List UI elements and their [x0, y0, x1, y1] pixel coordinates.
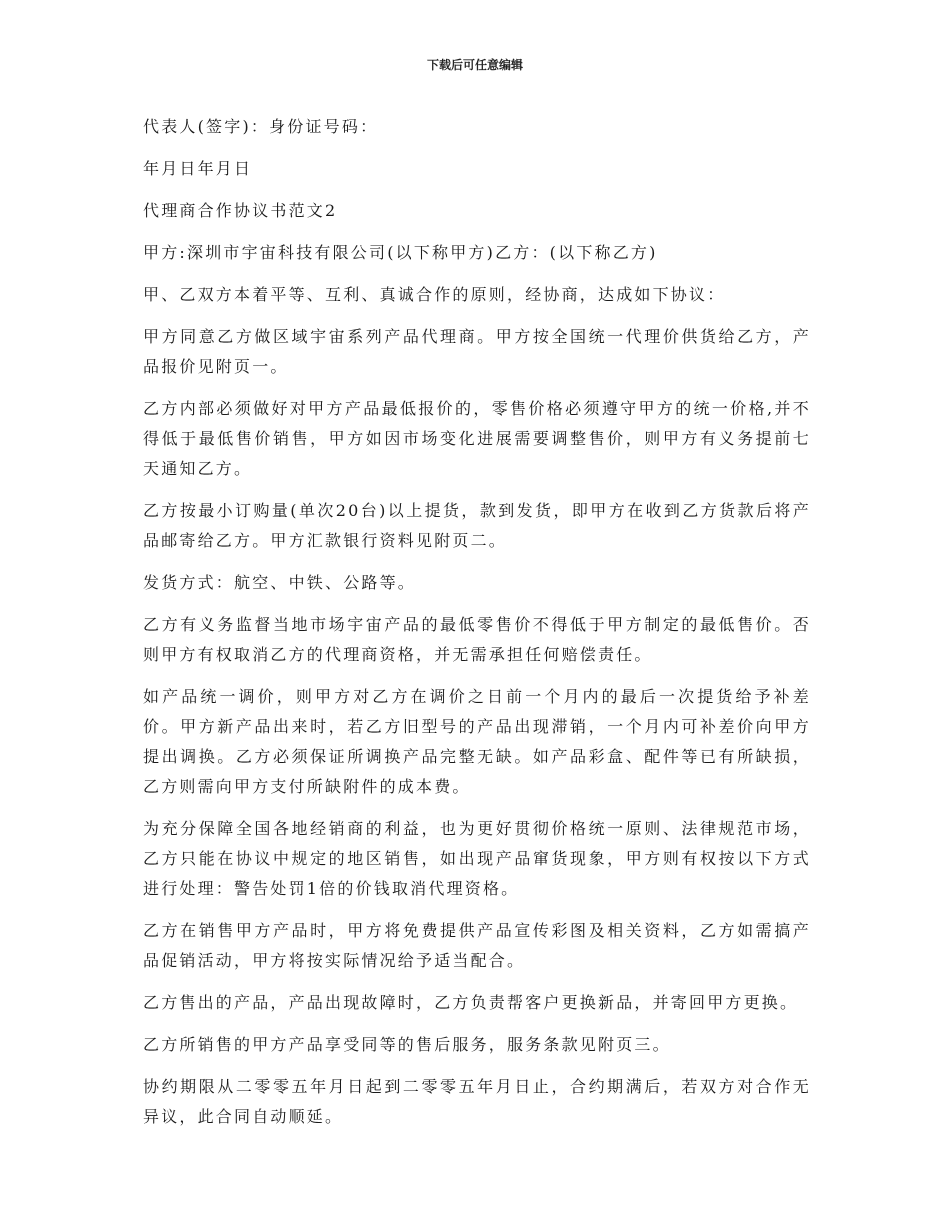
- clause-price-adjustment: 如产品统一调价，则甲方对乙方在调价之日前一个月内的最后一次提货给予补差价。甲方新产品出来时，若乙方旧型号的产品出现滞销，一个月内可补差价向甲方提出调换。乙方必须保证所调换产品完整无缺。如产品彩盒、配件等已有所缺损，乙方则需向甲方支付所缺附件的成本费。: [143, 687, 811, 796]
- paragraph-dates: 年月日年月日: [143, 159, 253, 178]
- clause-after-sales: 乙方所销售的甲方产品享受同等的售后服务，服务条款见附页三。: [143, 1035, 671, 1054]
- clause-minimum-order: 乙方按最小订购量(单次20台)以上提货，款到发货，即甲方在收到乙方货款后将产品邮寄给乙方。甲方汇款银行资料见附页二。: [143, 501, 811, 550]
- clause-agency: 甲方同意乙方做区域宇宙系列产品代理商。甲方按全国统一代理价供货给乙方，产品报价见附页一。: [143, 327, 811, 376]
- clause-shipping-method: 发货方式：航空、中铁、公路等。: [143, 573, 417, 592]
- paragraph-representative-signature: 代表人(签字)：身份证号码：: [143, 117, 379, 136]
- clause-price-supervision: 乙方有义务监督当地市场宇宙产品的最低零售价不得低于甲方制定的最低售价。否则甲方有权取消乙方的代理商资格，并无需承担任何赔偿责任。: [143, 615, 811, 664]
- clause-product-faults: 乙方售出的产品，产品出现故障时，乙方负责帮客户更换新品，并寄回甲方更换。: [143, 993, 799, 1012]
- clause-term: 协约期限从二零零五年月日起到二零零五年月日止，合约期满后，若双方对合作无异议，此合同自动顺延。: [143, 1077, 811, 1126]
- page-header: 下载后可任意编辑: [426, 58, 523, 72]
- clause-promotion: 乙方在销售甲方产品时，甲方将免费提供产品宣传彩图及相关资料，乙方如需搞产品促销活动，甲方将按实际情况给予适当配合。: [143, 921, 811, 970]
- paragraph-parties: 甲方:深圳市宇宙科技有限公司(以下称甲方)乙方：(以下称乙方): [143, 243, 658, 262]
- section-title: 代理商合作协议书范文2: [143, 201, 338, 220]
- document-body: [143, 112, 811, 1144]
- clause-pricing: 乙方内部必须做好对甲方产品最低报价的，零售价格必须遵守甲方的统一价格,并不得低于最低售价销售，甲方如因市场变化进展需要调整售价，则甲方有义务提前七天通知乙方。: [143, 399, 811, 478]
- paragraph-preamble: 甲、乙双方本着平等、互利、真诚合作的原则，经协商，达成如下协议：: [143, 285, 726, 304]
- clause-regional-sales: 为充分保障全国各地经销商的利益，也为更好贯彻价格统一原则、法律规范市场，乙方只能在协议中规定的地区销售，如出现产品窜货现象，甲方则有权按以下方式进行处理：警告处罚1倍的价钱取消代理资格。: [143, 819, 811, 898]
